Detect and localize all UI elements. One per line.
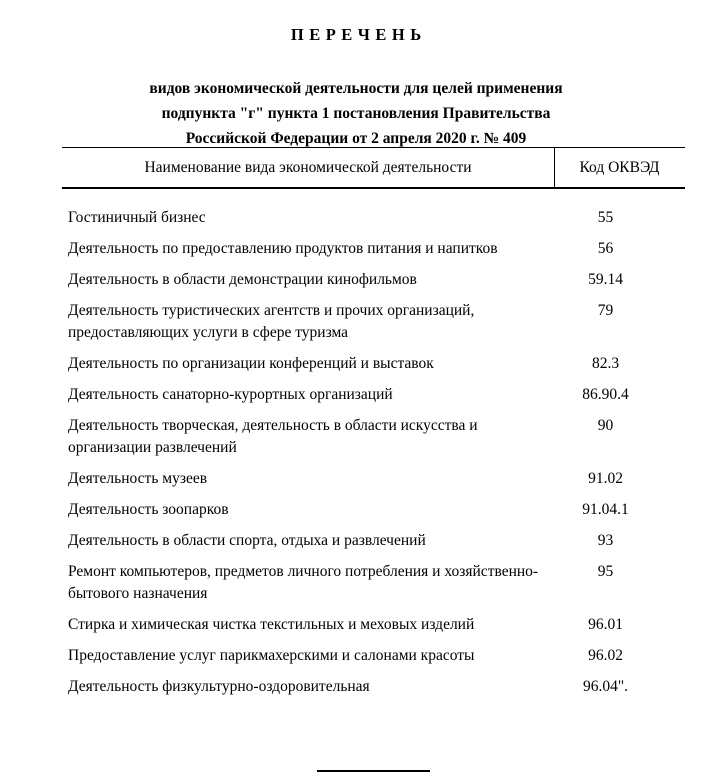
activity-name-cell: Деятельность санаторно-курортных организаций — [68, 386, 393, 404]
okved-code-cell: 96.01 — [588, 616, 623, 634]
activity-name-cell: Деятельность творческая, деятельность в области искусства и организации развлечений — [68, 417, 478, 457]
table-header-row — [62, 148, 685, 187]
okved-code-cell: 91.04.1 — [582, 501, 629, 519]
activity-name-cell: Деятельность по организации конференций и выставок — [68, 355, 434, 373]
table-row — [62, 557, 685, 610]
okved-code-cell: 55 — [597, 209, 614, 227]
okved-code-cell: 96.04". — [582, 678, 629, 696]
footer-separator-rule — [317, 770, 430, 772]
okved-code-cell: 79 — [597, 302, 614, 320]
table-row — [62, 464, 685, 495]
column-header-code: Код ОКВЭД — [579, 158, 660, 176]
okved-code-cell: 86.90.4 — [582, 386, 629, 404]
activity-name-cell: Ремонт компьютеров, предметов личного потребления и хозяйственно-бытового назначения — [68, 563, 539, 603]
table-row — [62, 380, 685, 411]
table-row — [62, 203, 685, 234]
activity-name-cell: Деятельность в области демонстрации кинофильмов — [68, 271, 417, 289]
activity-name-cell: Деятельность физкультурно-оздоровительная — [68, 678, 370, 696]
okved-code-cell: 93 — [597, 532, 614, 550]
activity-name-cell: Предоставление услуг парикмахерскими и салонами красоты — [68, 647, 475, 665]
document-page — [0, 11, 712, 778]
okved-code-cell: 95 — [597, 563, 614, 581]
subtitle-line-3: Российской Федерации от 2 апреля 2020 г. № 409 — [185, 130, 527, 148]
activity-name-cell: Деятельность в области спорта, отдыха и развлечений — [68, 532, 426, 550]
okved-code-cell: 90 — [597, 417, 614, 435]
table-row — [62, 296, 685, 349]
table-body — [62, 189, 685, 703]
table-row — [62, 495, 685, 526]
activity-name-cell: Деятельность туристических агентств и прочих организаций, предоставляющих услуги в сфере туризма — [68, 302, 475, 342]
activity-name-cell: Стирка и химическая чистка текстильных и меховых изделий — [68, 616, 475, 634]
document-subtitle — [76, 56, 636, 151]
table-row — [62, 641, 685, 672]
column-header-name: Наименование вида экономической деятельности — [144, 158, 472, 176]
okved-code-cell: 56 — [597, 240, 614, 258]
table-row — [62, 672, 685, 703]
activity-name-cell: Деятельность по предоставлению продуктов питания и напитков — [68, 240, 498, 258]
table-row — [62, 610, 685, 641]
okved-code-cell: 59.14 — [588, 271, 623, 289]
table-row — [62, 526, 685, 557]
subtitle-line-1: видов экономической деятельности для целей применения — [149, 80, 563, 98]
table-row — [62, 265, 685, 296]
header-column-divider — [554, 148, 555, 187]
okved-code-cell: 82.3 — [591, 355, 620, 373]
okved-code-cell: 91.02 — [588, 470, 623, 488]
activity-name-cell: Деятельность музеев — [68, 470, 208, 488]
okved-code-cell: 96.02 — [588, 647, 623, 665]
table-row — [62, 234, 685, 265]
subtitle-line-2: подпункта "г" пункта 1 постановления Правительства — [161, 105, 551, 123]
activities-table — [62, 147, 685, 703]
activity-name-cell: Деятельность зоопарков — [68, 501, 229, 519]
table-row — [62, 411, 685, 464]
page-title: ПЕРЕЧЕНЬ — [290, 25, 427, 45]
table-row — [62, 349, 685, 380]
activity-name-cell: Гостиничный бизнес — [68, 209, 206, 227]
